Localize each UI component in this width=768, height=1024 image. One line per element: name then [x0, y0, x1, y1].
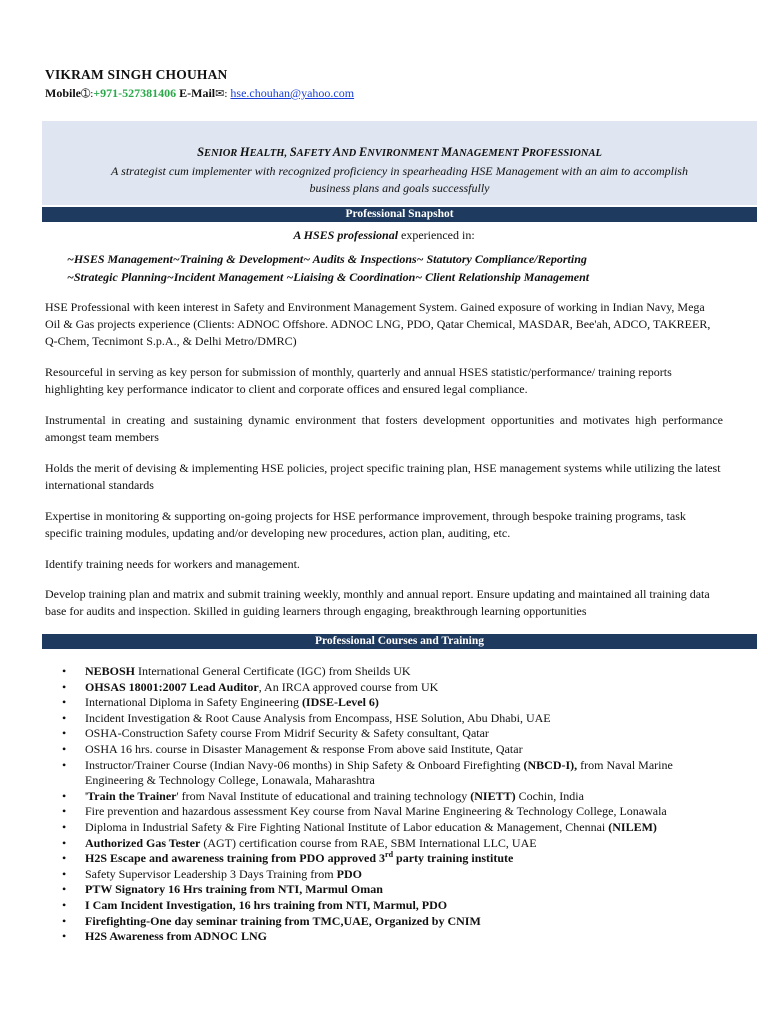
section-heading-snapshot: Professional Snapshot	[42, 207, 757, 222]
snapshot-paragraph: Develop training plan and matrix and submit training weekly, monthly and annual report. Ensure updating and maintained all training data base for audits and inspection. Skilled in guiding learners through engaging, breakthrough learning opportunities	[45, 587, 710, 618]
list-item: • Incident Investigation & Root Cause Analysis from Encompass, HSE Solution, Abu Dhabi, UAE	[62, 710, 551, 725]
bullet-icon: •	[62, 866, 67, 881]
list-item: • Instructor/Trainer Course (Indian Navy-06 months) in Ship Safety & Onboard Firefighting (NBCD-I), from Naval Marine Engineering & Technology College, Lonawala, Maharashtra	[62, 757, 673, 788]
bullet-icon: •	[62, 897, 67, 912]
snapshot-paragraph: Resourceful in serving as key person for submission of monthly, quarterly and annual HSES statistic/performance/ training reports highlighting key performance indicator to client and corporate offices and ensured legal compliance.	[45, 365, 672, 396]
bullet-icon: •	[62, 913, 67, 928]
contact-line	[45, 86, 354, 101]
bullet-icon: •	[62, 710, 67, 725]
bullet-icon: •	[62, 679, 67, 694]
courses-list	[62, 664, 732, 945]
focus-areas-line-2: ~Strategic Planning~Incident Management ~Liaising & Coordination~ Client Relationship Management	[67, 270, 590, 284]
bullet-icon: •	[62, 929, 67, 944]
mobile-label: Mobile	[45, 86, 81, 100]
snapshot-intro	[0, 228, 768, 243]
snapshot-paragraph: Instrumental in creating and sustaining dynamic environment that fosters development opportunities and motivates high performance amongst team members	[45, 413, 723, 444]
bullet-icon: •	[62, 851, 67, 866]
list-item: • Safety Supervisor Leadership 3 Days Training from PDO	[62, 866, 362, 881]
bullet-icon: •	[62, 726, 67, 741]
professional-title	[42, 145, 757, 160]
list-item: • I Cam Incident Investigation, 16 hrs training from NTI, Marmul, PDO	[62, 897, 448, 912]
summary-statement	[42, 163, 757, 197]
list-item: • Diploma in Industrial Safety & Fire Fighting National Institute of Labor education & Management, Chennai (NILEM)	[62, 819, 657, 834]
list-item: • International Diploma in Safety Engineering (IDSE-Level 6)	[62, 695, 379, 710]
bullet-icon: •	[62, 882, 67, 897]
list-item: • OSHA-Construction Safety course From Midrif Security & Safety consultant, Qatar	[62, 726, 489, 741]
envelope-icon: ✉:	[215, 88, 228, 100]
list-item: • OHSAS 18001:2007 Lead Auditor, An IRCA approved course from UK	[62, 679, 439, 694]
list-item: • NEBOSH International General Certificate (IGC) from Sheilds UK	[62, 664, 411, 678]
summary-box	[42, 121, 757, 205]
bullet-icon: •	[62, 835, 67, 850]
bullet-icon: •	[62, 664, 67, 678]
list-item: • 'Train the Trainer' from Naval Institute of educational and training technology (NIETT) Cochin, India	[62, 788, 584, 803]
snapshot-paragraph: HSE Professional with keen interest in Safety and Environment Management System. Gained exposure of working in Indian Navy, Mega Oil & Gas projects experience (Clients: ADNOC Offshore. ADNOC LNG, PDO, Qatar Chemical, MASDAR, Bee'ah, ADCO, TAKREER, Q-Chem, Tecnimont S.p.A., & Delhi Metro/DMRC)	[45, 300, 711, 348]
mobile-number: +971-527381406	[93, 86, 177, 100]
email-link[interactable]: hse.chouhan@yahoo.com	[230, 86, 355, 100]
snapshot-intro-italic: A HSES professional	[293, 228, 399, 242]
list-item: • Authorized Gas Tester (AGT) certification course from RAE, SBM International LLC, UAE	[62, 835, 537, 850]
list-item: • OSHA 16 hrs. course in Disaster Management & response From above said Institute, Qatar	[62, 741, 523, 756]
bullet-icon: •	[62, 741, 67, 756]
bullet-icon: •	[62, 804, 67, 819]
list-item: • Firefighting-One day seminar training from TMC,UAE, Organized by CNIM	[62, 913, 481, 928]
phone-icon: ➀:	[81, 88, 94, 100]
list-item: • Fire prevention and hazardous assessment Key course from Naval Marine Engineering & Technology College, Lonawala	[62, 804, 667, 819]
list-item: • H2S Escape and awareness training from PDO approved 3rd party training institute	[62, 850, 514, 866]
summary-line-1: A strategist cum implementer with recognized proficiency in spearheading HSE Management with an aim to accomplish	[111, 164, 688, 178]
snapshot-intro-rest: experienced in:	[398, 228, 475, 242]
bullet-icon: •	[62, 757, 67, 772]
professional-title-text: SENIOR HEALTH, SAFETY AND ENVIRONMENT MANAGEMENT PROFESSIONAL	[197, 145, 602, 159]
bullet-icon: •	[62, 788, 67, 803]
bullet-icon: •	[62, 695, 67, 710]
snapshot-paragraph: Identify training needs for workers and management.	[45, 557, 300, 571]
candidate-name: VIKRAM SINGH CHOUHAN	[45, 67, 228, 82]
bullet-icon: •	[62, 819, 67, 834]
email-label: E-Mail	[179, 86, 216, 100]
focus-areas-line-1: ~HSES Management~Training & Development~ Audits & Inspections~ Statutory Compliance/Reporting	[67, 252, 587, 266]
snapshot-paragraph: Expertise in monitoring & supporting on-going projects for HSE performance improvement, through bespoke training programs, task specific training modules, updating and/or developing new procedures, action plan, auditing, etc.	[45, 509, 686, 540]
list-item: • H2S Awareness from ADNOC LNG	[62, 929, 268, 944]
section-heading-courses: Professional Courses and Training	[42, 634, 757, 649]
list-item: • PTW Signatory 16 Hrs training from NTI, Marmul Oman	[62, 882, 383, 897]
summary-line-2: business plans and goals successfully	[309, 181, 490, 195]
snapshot-paragraph: Holds the merit of devising & implementing HSE policies, project specific training plan, HSE management systems while utilizing the latest international standards	[45, 461, 721, 492]
